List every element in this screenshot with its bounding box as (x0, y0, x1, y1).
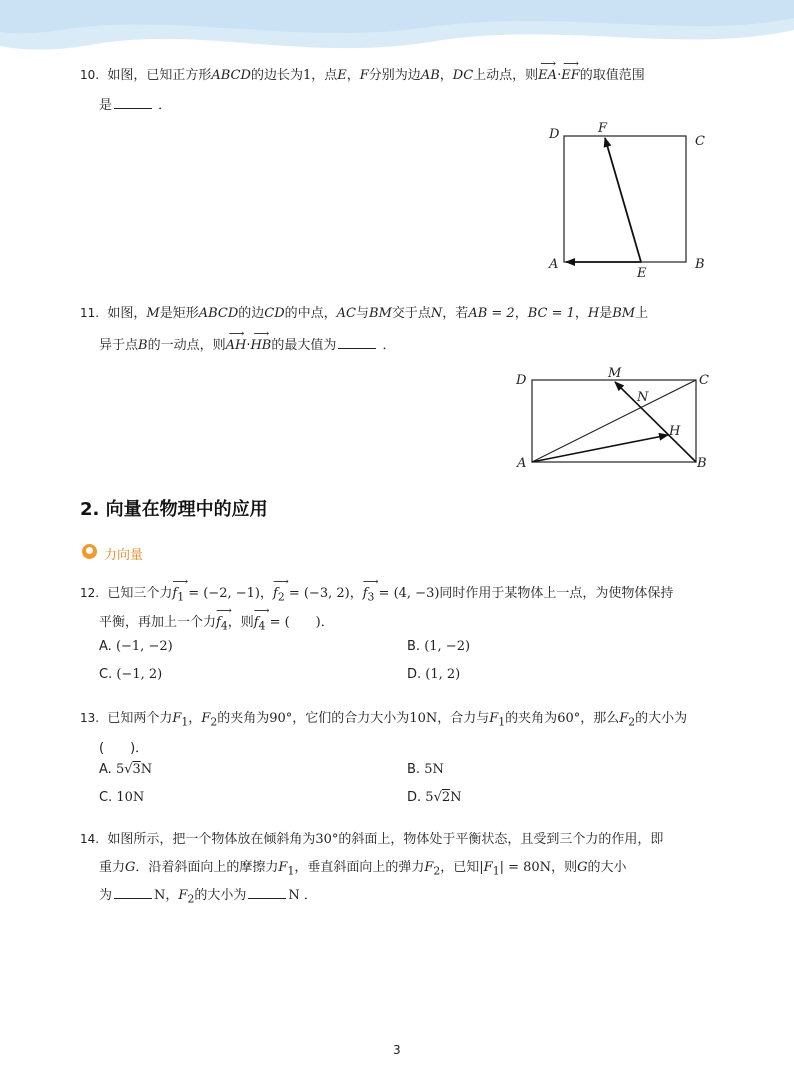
q13-option-A[interactable]: A. 5√3N (99, 762, 153, 777)
label-D: D (549, 127, 560, 142)
label-H: H (669, 424, 681, 439)
label-C: C (699, 373, 709, 388)
label-N: N (637, 390, 649, 405)
label-D: D (516, 373, 527, 388)
header-wave-decoration (0, 0, 794, 60)
segment-AC (532, 380, 696, 462)
answer-blank[interactable] (338, 337, 376, 349)
square-outline (564, 136, 686, 262)
q14-line2: 重力G．沿着斜面向上的摩擦力$F_1$，垂直斜面向上的弹力$F_2$，已知$|F_1| = 80N$，则G的大小 (99, 860, 627, 878)
q12-option-A[interactable]: A. (−1, −2) (99, 639, 173, 654)
label-E: E (637, 266, 647, 280)
vector-EA: ⟶ EA (538, 68, 557, 83)
page-number: 3 (393, 1043, 401, 1057)
q13-line2: ( )． (99, 741, 149, 756)
subsection-heading: 力向量 (104, 548, 144, 563)
label-M: M (608, 366, 622, 381)
vector-BM-arrow (615, 382, 696, 462)
q10-line1: 10. 如图，已知正方形ABCD的边长为1，点E，F分别为边AB，DC上动点，则⟶ EA·⟶ EF的取值范围 (80, 64, 645, 83)
label-A: A (517, 456, 527, 471)
q12-option-C[interactable]: C. (−1, 2) (99, 667, 163, 682)
vector-AH-arrow (532, 435, 668, 462)
q11-line2: 异于点B的一动点，则⟶ AH·⟶ HB的最大值为 ． (99, 334, 396, 353)
label-F: F (598, 121, 608, 136)
vector-AH: ⟶ AH (226, 338, 247, 353)
lightbulb-icon (82, 544, 97, 559)
answer-blank[interactable] (114, 97, 152, 109)
q13-option-B[interactable]: B. 5N (407, 762, 444, 777)
answer-blank-F2[interactable] (248, 887, 286, 899)
answer-blank-G[interactable] (114, 887, 152, 899)
q12-line2: 平衡，再加上一个力⟶ $f_4$，则⟶ $f_4$ = ( )． (99, 611, 334, 633)
vector-EF: ⟶ EF (561, 68, 580, 83)
vector-EF-arrow (605, 138, 641, 262)
q14-line3: 为 N，$F_2$的大小为 N ． (99, 888, 317, 906)
q11-rectangle-figure (512, 364, 717, 474)
q10-square-figure (545, 120, 715, 280)
label-B: B (695, 257, 705, 272)
q14-line1: 14. 如图所示，把一个物体放在倾斜角为30°的斜面上，物体处于平衡状态，且受到三个力的作用，即 (80, 832, 664, 847)
q13-line1: 13. 已知两个力$F_1$，$F_2$的夹角为90°，它们的合力大小为10N，合力与$F_1$的夹角为60°，那么$F_2$的大小为 (80, 711, 688, 729)
label-B: B (697, 456, 707, 471)
vector-HB: ⟶ HB (250, 338, 271, 353)
label-C: C (695, 134, 705, 149)
section-heading: 2. 向量在物理中的应用 (80, 499, 268, 520)
q12-line1: 12. 已知三个力⟶ $f_1 = (-2$, −1)，⟶ $f_2 = (-3$, 2)，⟶ $f_3 = (4$, −3)同时作用于某物体上一点，为使物体保持 (80, 582, 673, 604)
q11-line1: 11. 如图，M是矩形ABCD的边CD的中点，AC与BM交于点N，若AB = 2，BC = 1，H是BM上 (80, 306, 649, 321)
q12-option-B[interactable]: B. (1, −2) (407, 639, 471, 654)
q10-line2: 是 ． (99, 98, 172, 113)
q13-option-C[interactable]: C. 10N (99, 790, 145, 805)
label-A: A (549, 257, 559, 272)
q12-option-D[interactable]: D. (1, 2) (407, 667, 461, 682)
q13-option-D[interactable]: D. 5√2N (407, 790, 462, 805)
